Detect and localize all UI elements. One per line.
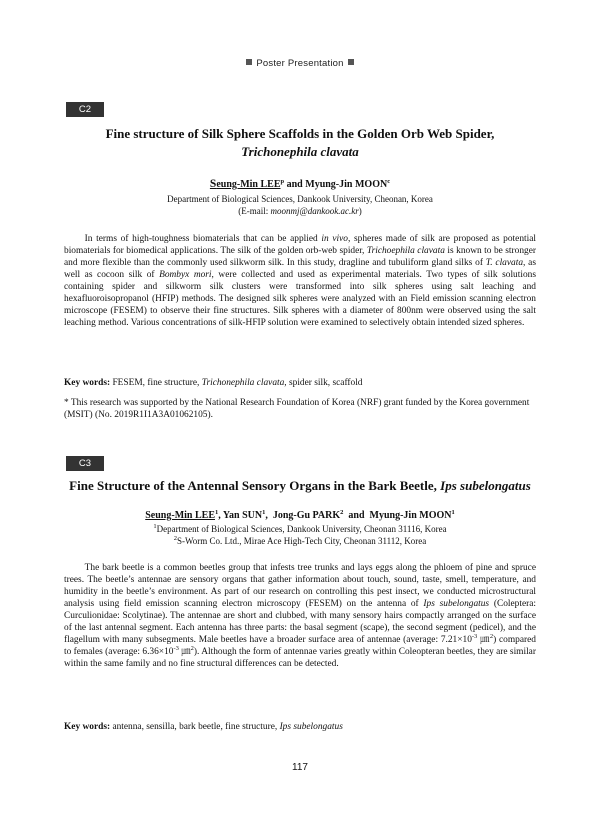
c2-title-line2: Trichonephila clavata — [241, 144, 359, 159]
c3-author-separator: and — [343, 510, 370, 521]
c2-keywords: Key words: FESEM, fine structure, Trichonephila clavata, spider silk, scaffold — [64, 378, 363, 388]
c3-author-separator: , — [265, 510, 273, 521]
c3-affiliation-1: $^1$Department of Biological Sciences, Dankook University, Cheonan 31116, Korea — [153, 523, 447, 534]
c2-author1: Seung-Min LEE — [209, 178, 281, 190]
abstract-tag-c3: C3 — [66, 456, 104, 471]
square-bullet-icon — [348, 59, 354, 65]
section-header — [0, 58, 600, 69]
c2-email-line: (E-mail: moonmj@dankook.ac.kr) — [238, 206, 362, 216]
c3-abstract-text-run: -3 — [471, 633, 478, 641]
c3-author-affil-mark: 1 — [451, 509, 455, 516]
c3-author-name: Jong-Gu PARK — [272, 510, 341, 521]
c3-abstract-text-run: 2 — [190, 645, 194, 653]
c3-title: Fine Structure of the Antennal Sensory Organs in the Bark Beetle, Ips subelongatus — [69, 478, 531, 493]
square-bullet-icon — [246, 59, 252, 65]
c2-affiliation: Department of Biological Sciences, Dankook University, Cheonan, Korea (E-mail: moonmj@dankook.ac.kr) — [40, 193, 560, 217]
c3-abstract-text-run: The bark beetle is a common beetles group that infests tree trunks and lays eggs along the phloem of pine and spruce trees. The beetle’s antennae are sensory organs that gather information about touch, sound, taste, smell, temperature, and humidity in the beetle’s environment. As part of our research on controlling this pest insect, we conducted microstructural analysis using field emission scanning electron microscopy (FESEM) on the antenna of — [64, 563, 536, 610]
c3-author-separator: , — [218, 510, 223, 521]
c2-abstract-text-run: , as well as cocoon silk of — [64, 258, 536, 281]
c2-abstract-text-run: in vivo — [321, 234, 348, 244]
abstract-tag-c2: C2 — [66, 102, 104, 117]
c2-funding-note: * This research was supported by the National Research Foundation of Korea (NRF) grant funded by the Korea government (MSIT) (No. 2019R1I1A3A01062105). — [64, 398, 530, 420]
c3-abstract-text-run: (Coleptera: Curculionidae: Scolytinae). The antennae are short and clubbed, with many sensory hairs compactly arranged on the surface of the last antennal segment. Each antenna has three parts: the basal segment (scape), the second segment (pedicel), and the flagellum with many subsegments. Male beetles have a broader surface area of antennae (average: 7.21×10 — [64, 599, 537, 646]
c2-email: moonmj@dankook.ac.kr — [270, 206, 359, 216]
c3-author-name: Yan SUN — [222, 510, 263, 521]
c2-title — [40, 125, 560, 161]
c2-author2: Myung-Jin MOON — [305, 179, 388, 190]
c2-abstract-text-run: In terms of high-toughness biomaterials that can be applied — [84, 234, 322, 244]
c3-abstract — [64, 562, 536, 670]
c3-keywords: Key words: antenna, sensilla, bark beetle, fine structure, Ips subelongatus — [64, 722, 343, 732]
c3-abstract-text-run: ). Although the form of antennae varies greatly within Coleopteran beetles, they are similar within the same family and no fine structural differences can be detected. — [64, 647, 536, 670]
c3-author-affil-mark: 2 — [340, 509, 344, 516]
c2-authors: Seung-Min LEE$^p$ and Myung-Jin MOON$^c$ — [209, 178, 391, 190]
c3-abstract-text-run: ㎛ — [477, 635, 490, 646]
c3-affiliations — [40, 523, 560, 547]
c3-abstract-text-run: ) compared to females (average: 6.36×10 — [64, 635, 536, 658]
c2-abstract-text-run: , were collected and used as experimental materials. Two types of silk solutions containing spider and silkworm silk clusters were transformed into silk spheres using salt leaching and hexafluoroisopropanol (HFIP) methods. The designed silk spheres were analyzed with an Field emission scanning electron microscope (FESEM) to observe their fine structures. Silk spheres with a diameter of 800nm were observed using the salt leaching method. Various concentrations of silk-HFIP solution were examined to selectively obtain intended sized spheres. — [64, 270, 536, 329]
c3-affiliation-2: $^2$S-Worm Co. Ltd., Mirae Ace High-Tech City, Cheonan 31112, Korea — [173, 535, 427, 546]
c3-abstract-text-run: 2 — [489, 633, 494, 641]
page-number: 117 — [292, 762, 308, 773]
c3-abstract-text-run: -3 — [173, 645, 179, 653]
c2-abstract-text-run: Trichoephila clavata — [366, 246, 445, 257]
c3-author-affil-mark: 1 — [215, 509, 219, 516]
c2-abstract — [64, 233, 536, 329]
c3-authors — [40, 510, 560, 521]
c2-abstract-text-run: T. clavata — [485, 258, 524, 269]
section-header-label: Poster Presentation — [256, 58, 344, 69]
c3-author-name: Myung-Jin MOON — [369, 510, 452, 521]
c2-title-line1: Fine structure of Silk Sphere Scaffolds in the Golden Orb Web Spider, — [105, 126, 495, 141]
c2-abstract-text-run: , spheres made of silk are proposed as potential biomaterials for biomedical applications. The silk of the golden orb-web spider, — [64, 234, 536, 257]
c2-abstract-text-run: is known to be stronger and more flexible than the commonly used silkworm silk. In this study, dragline and tubuliform gland silks of — [64, 246, 537, 269]
c3-author-affil-mark: 1 — [262, 509, 266, 516]
c2-abstract-text-run: Bombyx mori — [159, 270, 212, 281]
c3-author-name: Seung-Min LEE — [145, 510, 215, 521]
c3-abstract-text-run: Ips subelongatus — [423, 599, 490, 610]
c3-abstract-text-run: ㎛ — [178, 647, 191, 658]
